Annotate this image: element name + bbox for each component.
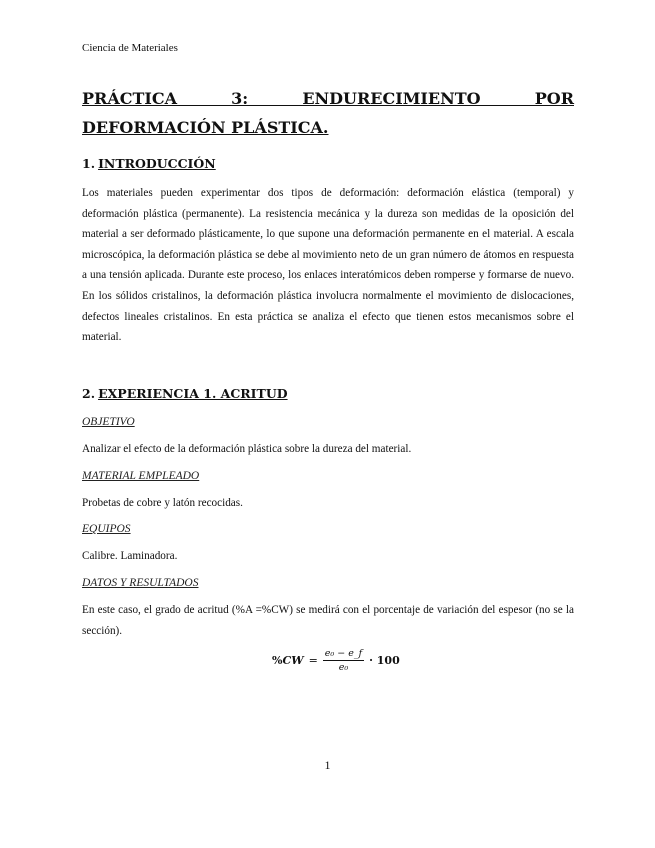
section-2-title: EXPERIENCIA 1. ACRITUD [98,386,288,401]
section-2-heading [82,386,288,401]
page-number: 1 [324,758,331,772]
formula-numerator: e₀ − e_f [324,648,363,659]
datos-text: En este caso, el grado de acritud (%A =%CW) se medirá con el porcentaje de variación del espesor (no se la sección). [82,604,574,637]
formula-denominator: e₀ [338,662,349,673]
datos-label: DATOS Y RESULTADOS [82,577,199,589]
objetivo-text: Analizar el efecto de la deformación plástica sobre la dureza del material. [82,443,412,455]
formula-percent: % [272,654,283,667]
section-1-number: 1. [82,156,96,171]
running-header: Ciencia de Materiales [82,42,178,54]
equipos-text: Calibre. Laminadora. [82,550,178,562]
equipos-label: EQUIPOS [82,523,131,535]
acritud-formula [272,648,400,673]
formula-variable: CW [282,654,304,667]
material-label: MATERIAL EMPLEADO [82,470,200,482]
formula-fraction [323,648,364,673]
objetivo-label: OBJETIVO [82,416,135,428]
formula-multiplier: · 100 [369,654,400,667]
introduction-paragraph: Los materiales pueden experimentar dos tipos de deformación: deformación elástica (temporal) y deformación plástica (permanente). La resistencia mecánica y la dureza son medidas de la oposición del material a ser deformado plásticamente, lo que supone una deformación permanente en el material. A escala microscópica, la deformación plástica se debe al movimiento neto de un gran número de átomos en respuesta a una tensión aplicada. Durante este proceso, los enlaces interatómicos deben romperse y formarse de nuevo. En los sólidos cristalinos, la deformación plástica involucra normalmente el movimiento de dislocaciones, defectos lineales cristalinos. En esta práctica se analiza el efecto que tienen estos mecanismos sobre el material. [82,187,574,344]
page-title: PRÁCTICA 3: ENDURECIMIENTO POR DEFORMACIÓN PLÁSTICA. [82,89,574,137]
section-1-title: INTRODUCCIÓN [98,156,216,171]
section-2-number: 2. [82,386,96,401]
formula-lhs [272,654,304,667]
section-1-heading [82,156,216,171]
formula-equals: = [308,654,318,667]
material-text: Probetas de cobre y latón recocidas. [82,497,243,509]
